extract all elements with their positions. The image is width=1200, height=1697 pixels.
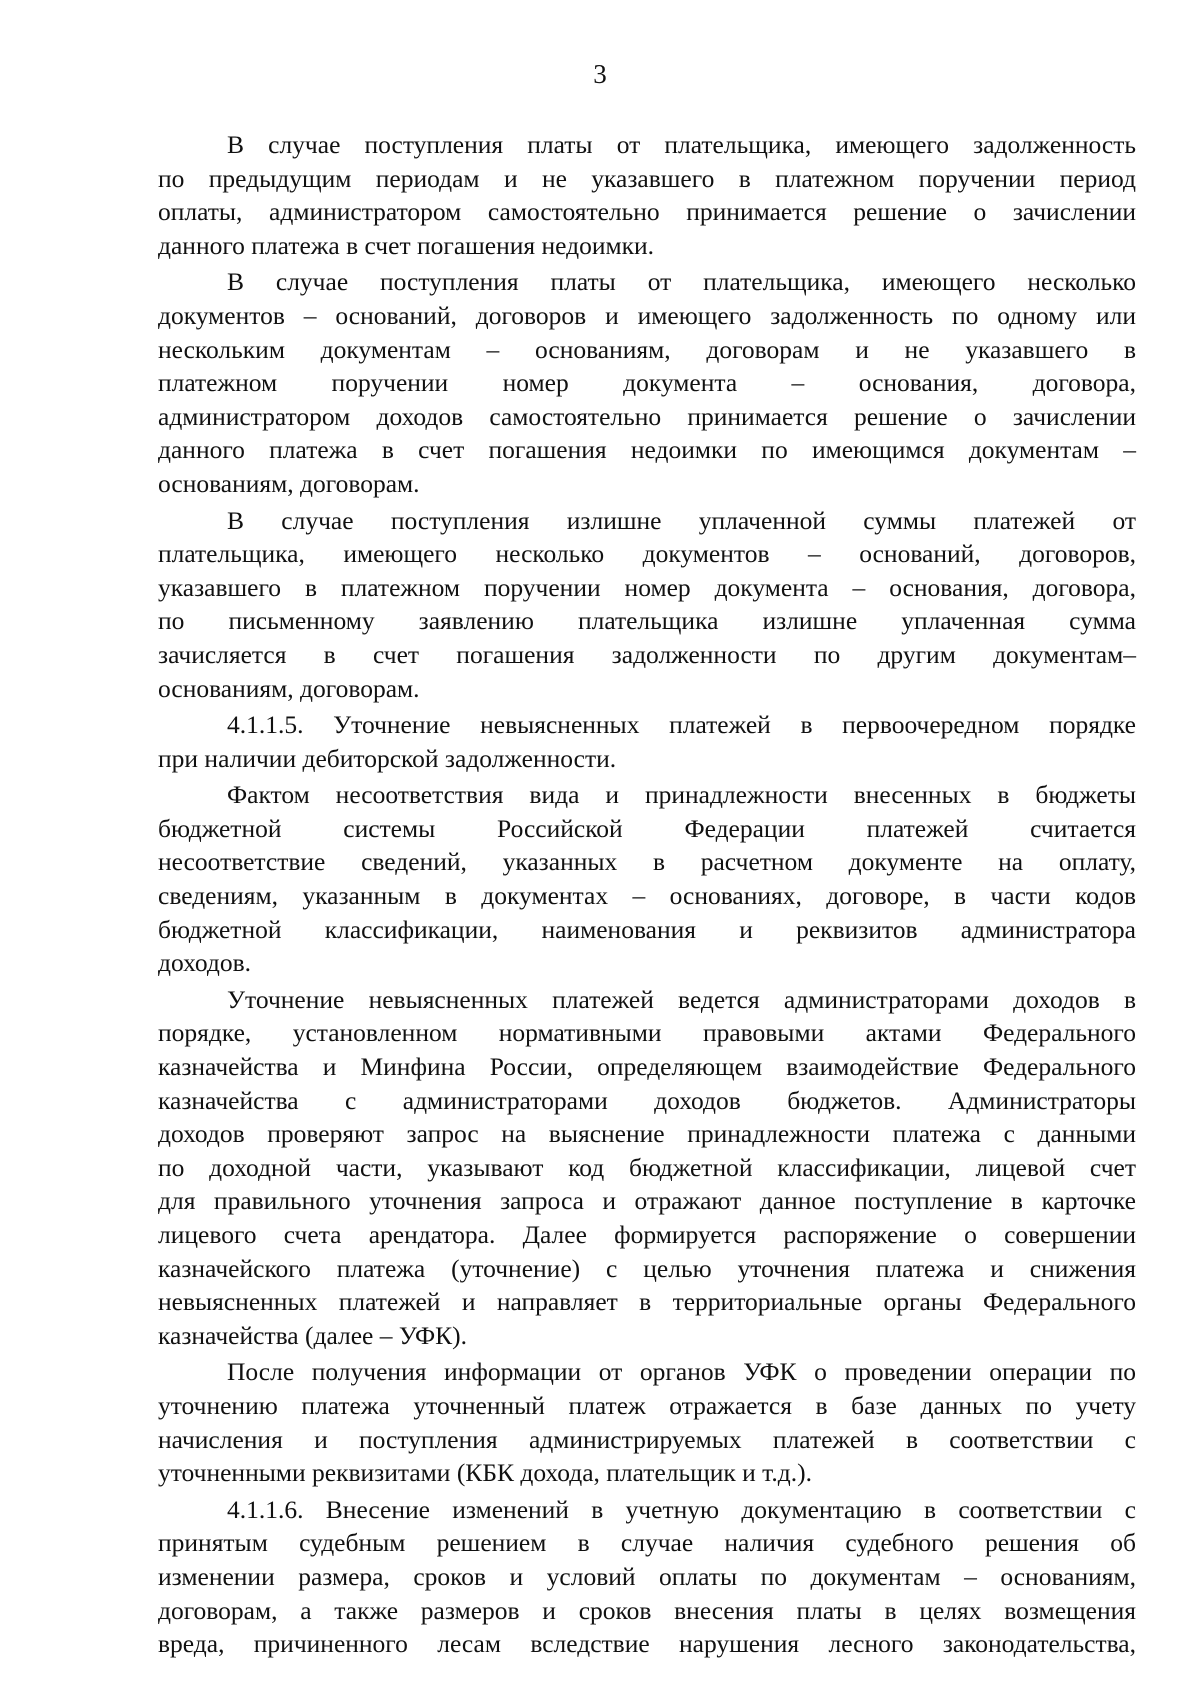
text-line: В случае поступления платы от плательщика, имеющего задолженность	[227, 130, 1136, 159]
text-line: документов – оснований, договоров и имеющего задолженность по одному или	[158, 300, 1136, 330]
document-body	[158, 128, 1136, 1661]
text-line: вреда, причиненного лесам вследствие нарушения лесного законодательства,	[158, 1629, 1136, 1659]
text-line: доходов проверяют запрос на выяснение принадлежности платежа с данными	[158, 1119, 1136, 1149]
paragraph	[158, 1493, 1136, 1661]
text-line: данного платежа в счет погашения недоимки по имеющимся документам –	[158, 435, 1136, 465]
text-line: сведениям, указанным в документах – основаниях, договоре, в части кодов	[158, 881, 1136, 911]
text-line: бюджетной системы Российской Федерации платежей считается	[158, 813, 1136, 843]
text-line: уточненными реквизитами (КБК дохода, плательщик и т.д.).	[158, 1458, 812, 1488]
text-line: договорам, а также размеров и сроков внесения платы в целях возмещения	[158, 1595, 1136, 1625]
text-line: администратором доходов самостоятельно принимается решение о зачислении	[158, 401, 1136, 431]
text-line: казначейства и Минфина России, определяющем взаимодействие Федерального	[158, 1052, 1136, 1082]
text-line: основаниям, договорам.	[158, 673, 420, 703]
text-line: начисления и поступления администрируемых платежей в соответствии с	[158, 1424, 1136, 1454]
text-line: несоответствие сведений, указанных в расчетном документе на оплату,	[158, 847, 1136, 877]
text-line: оплаты, администратором самостоятельно принимается решение о зачислении	[158, 197, 1136, 227]
text-line: 4.1.1.6. Внесение изменений в учетную документацию в соответствии с	[227, 1494, 1136, 1524]
text-line: для правильного уточнения запроса и отражают данное поступление в карточке	[158, 1186, 1136, 1216]
text-line: После получения информации от органов УФК о проведении операции по	[227, 1357, 1136, 1387]
paragraph	[158, 504, 1136, 706]
paragraph	[158, 265, 1136, 500]
text-line: основаниям, договорам.	[158, 468, 420, 498]
text-line: В случае поступления платы от плательщика, имеющего несколько	[227, 267, 1136, 297]
text-line: данного платежа в счет погашения недоимки.	[158, 230, 655, 260]
text-line: невыясненных платежей и направляет в территориальные органы Федерального	[158, 1287, 1136, 1317]
text-line: доходов.	[158, 948, 252, 978]
text-line: нескольким документам – основаниям, договорам и не указавшего в	[158, 334, 1136, 364]
text-line: казначейского платежа (уточнение) с целью уточнения платежа и снижения	[158, 1253, 1136, 1283]
text-line: указавшего в платежном поручении номер документа – основания, договора,	[158, 572, 1136, 602]
text-line: казначейства (далее – УФК).	[158, 1320, 468, 1350]
text-line: уточнению платежа уточненный платеж отражается в базе данных по учету	[158, 1390, 1136, 1420]
text-line: по письменному заявлению плательщика излишне уплаченная сумма	[158, 606, 1136, 636]
text-line: 4.1.1.5. Уточнение невыясненных платежей в первоочередном порядке	[227, 710, 1136, 740]
text-line: порядке, установленном нормативными правовыми актами Федерального	[158, 1018, 1136, 1048]
text-line: при наличии дебиторской задолженности.	[158, 743, 617, 773]
text-line: по предыдущим периодам и не указавшего в платежном поручении период	[158, 163, 1136, 193]
text-line: изменении размера, сроков и условий оплаты по документам – основаниям,	[158, 1561, 1136, 1591]
paragraph	[158, 128, 1136, 262]
text-line: плательщика, имеющего несколько документов – оснований, договоров,	[158, 539, 1136, 569]
paragraph	[158, 1355, 1136, 1489]
text-line: В случае поступления излишне уплаченной суммы платежей от	[227, 505, 1136, 535]
text-line: Фактом несоответствия вида и принадлежности внесенных в бюджеты	[227, 780, 1136, 810]
text-line: платежном поручении номер документа – основания, договора,	[158, 368, 1136, 398]
text-line: зачисляется в счет погашения задолженности по другим документам–	[158, 639, 1136, 669]
text-line: принятым судебным решением в случае наличия судебного решения об	[158, 1528, 1136, 1558]
text-line: Уточнение невыясненных платежей ведется администраторами доходов в	[227, 984, 1136, 1014]
paragraph	[158, 708, 1136, 775]
text-line: по доходной части, указывают код бюджетной классификации, лицевой счет	[158, 1152, 1136, 1182]
text-line: лицевого счета арендатора. Далее формируется распоряжение о совершении	[158, 1220, 1136, 1249]
page-number: 3	[593, 59, 607, 89]
paragraph	[158, 983, 1136, 1353]
text-line: казначейства с администраторами доходов бюджетов. Администраторы	[158, 1085, 1136, 1115]
paragraph	[158, 778, 1136, 980]
text-line: бюджетной классификации, наименования и реквизитов администратора	[158, 914, 1136, 944]
